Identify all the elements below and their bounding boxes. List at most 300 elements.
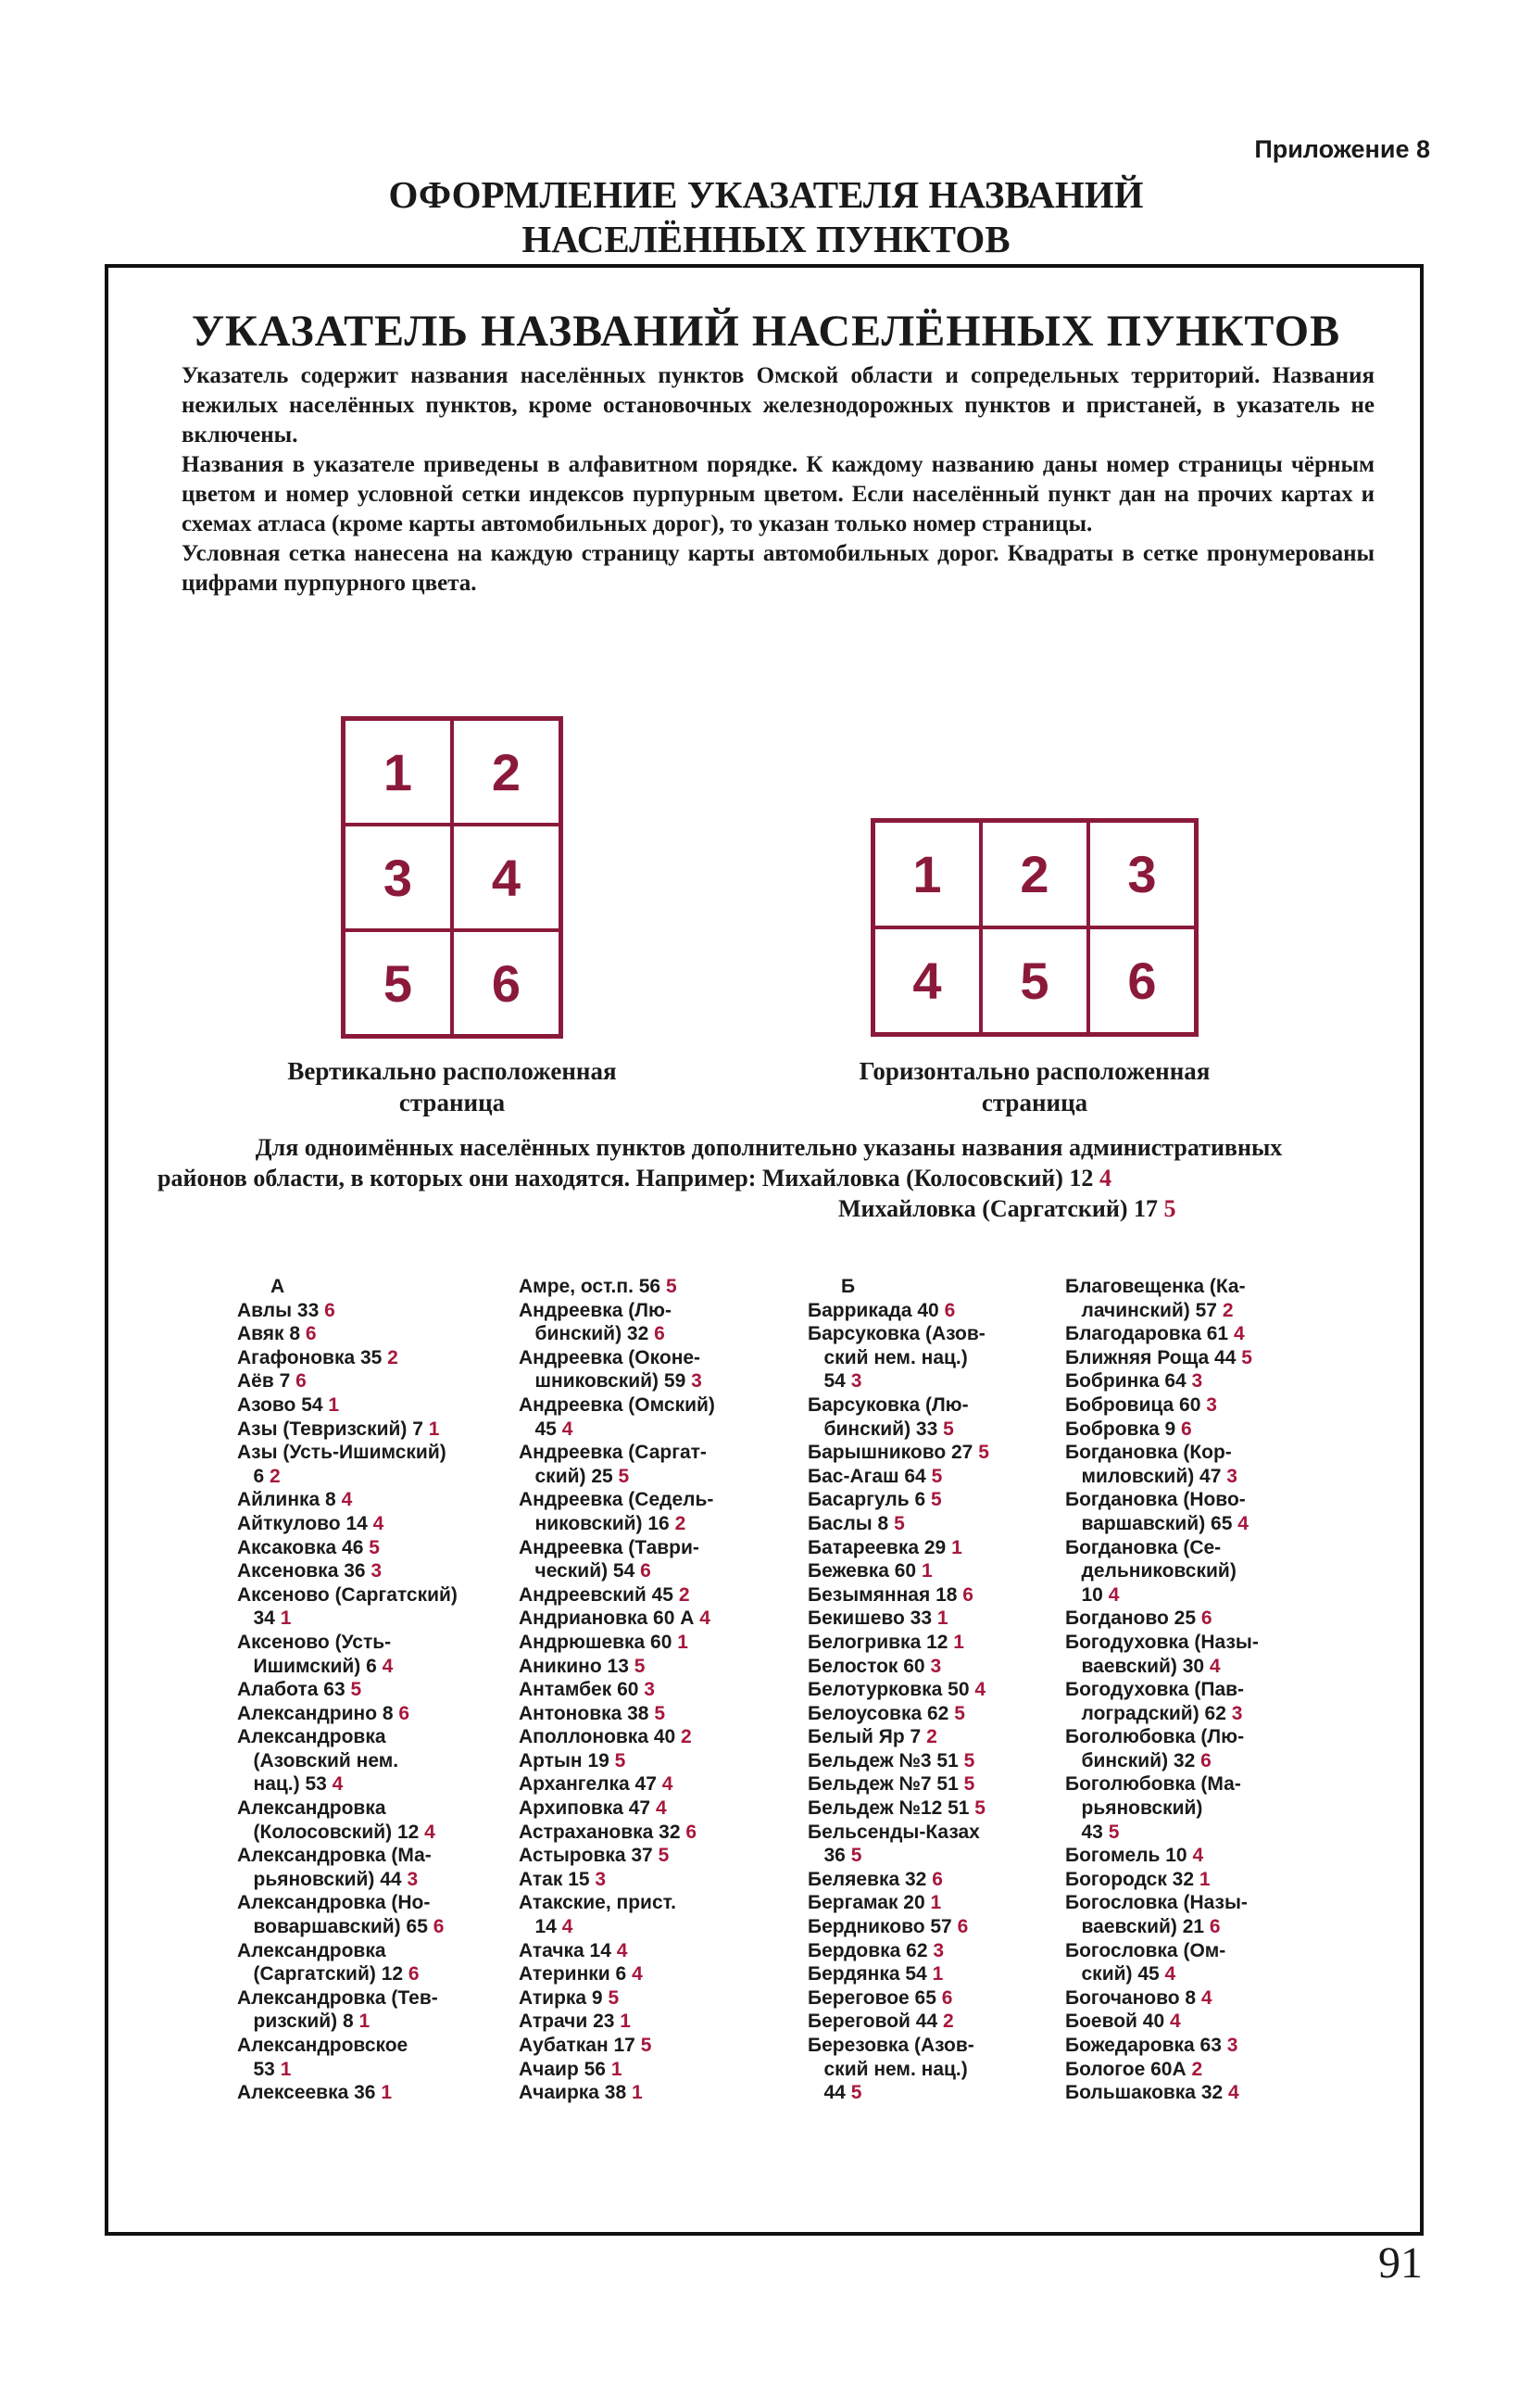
index-entry [237, 1536, 458, 1560]
grid-index: 5 [634, 1655, 646, 1677]
index-entry [237, 1583, 458, 1607]
index-entry [1065, 2010, 1259, 2034]
entry-text: рьяновский) [1065, 1797, 1203, 1820]
index-entry [237, 1512, 458, 1536]
entry-text: Белоусовка 62 [808, 1702, 949, 1724]
entry-text: Беляевка 32 [808, 1868, 927, 1890]
entry-text: миловский) 47 [1065, 1465, 1222, 1487]
index-entry [519, 1868, 715, 1892]
index-entry [808, 1369, 989, 1393]
grid-index: 6 [324, 1299, 335, 1321]
entry-text: Александрино 8 [237, 1702, 394, 1724]
grid-index: 3 [370, 1560, 383, 1582]
index-entry [519, 1583, 715, 1607]
caption-line: Горизонтально расположенная [859, 1057, 1211, 1085]
index-entry [237, 1915, 458, 1939]
same-names-text: Михайловка (Саргатский) 17 [838, 1195, 1158, 1222]
index-entry [519, 1749, 715, 1773]
entry-text: бинский) 32 [519, 1323, 649, 1345]
entry-text: Богдановка (Ново- [1065, 1489, 1246, 1511]
page-number: 91 [1378, 2238, 1423, 2288]
entry-text: Аксеново (Саргатский) [237, 1583, 458, 1606]
index-entry [808, 2058, 989, 2082]
entry-text: никовский) 16 [519, 1512, 670, 1534]
entry-text: Алабота 63 [237, 1679, 345, 1701]
entry-text: Айлинка 8 [237, 1489, 336, 1511]
grid-index: 5 [954, 1702, 965, 1724]
grid-index: 4 [382, 1655, 394, 1677]
grid-cell: 5 [981, 927, 1088, 1034]
entry-text: Александровка [237, 1726, 386, 1748]
grid-index: 4 [974, 1679, 986, 1701]
grid-index: 5 [608, 1986, 620, 2009]
grid-index: 3 [1231, 1702, 1243, 1724]
grid-index: 4 [661, 1773, 673, 1796]
index-entry [519, 1559, 715, 1583]
entry-text: Атеринки 6 [519, 1963, 627, 1986]
entry-text: Александровка [237, 1797, 386, 1820]
entry-text: 54 [808, 1370, 846, 1393]
index-entry [519, 1536, 715, 1560]
index-entry [519, 1655, 715, 1679]
entry-text: 36 [808, 1845, 846, 1867]
index-entry [808, 1631, 989, 1655]
index-entry [237, 2034, 458, 2058]
entry-text: Андриановка 60 А [519, 1607, 695, 1630]
entry-text: Астрахановка 32 [519, 1821, 681, 1843]
entry-text: Бельсенды-Казах [808, 1821, 980, 1843]
index-entry [1065, 1536, 1259, 1560]
grid-index: 4 [341, 1489, 353, 1511]
horizontal-grid-caption [815, 1055, 1254, 1118]
entry-text: Бекишево 33 [808, 1607, 933, 1630]
entry-text: бинский) 32 [1065, 1749, 1196, 1771]
grid-index: 4 [1108, 1583, 1120, 1606]
index-entry [519, 2058, 715, 2082]
grid-cell: 2 [981, 821, 1088, 927]
same-names-note [157, 1132, 1380, 1224]
grid-index: 3 [407, 1868, 419, 1890]
index-entry [519, 1725, 715, 1749]
intro-text [182, 361, 1375, 599]
entry-text: Андреевка (Омский) [519, 1393, 715, 1416]
index-entry [237, 1299, 458, 1323]
entry-text: Александровка (Но- [237, 1892, 431, 1914]
grid-index: 6 [1181, 1418, 1192, 1440]
entry-text: Аникино 13 [519, 1655, 629, 1677]
entry-text: Богочаново 8 [1065, 1986, 1197, 2009]
index-entry [237, 1631, 458, 1655]
index-entry [237, 1465, 458, 1489]
grid-index: 1 [932, 1963, 944, 1986]
index-entry [808, 1346, 989, 1370]
horizontal-page-grid [871, 818, 1199, 1037]
entry-text: Андреевка (Оконе- [519, 1346, 701, 1368]
entry-text: (Азовский нем. [237, 1749, 399, 1771]
index-entry [519, 2081, 715, 2105]
entry-text: Аксеновка 36 [237, 1560, 366, 1582]
grid-index: 2 [1191, 2058, 1203, 2080]
index-entry [519, 1986, 715, 2011]
index-entry [519, 1441, 715, 1465]
entry-text: Аполлоновка 40 [519, 1726, 676, 1748]
entry-text: Авлы 33 [237, 1299, 320, 1321]
index-entry [808, 1939, 989, 1963]
grid-index: 4 [332, 1773, 344, 1796]
index-entry [237, 1772, 458, 1797]
index-entry [519, 1607, 715, 1631]
index-entry [1065, 1772, 1259, 1797]
intro-paragraph-1: Указатель содержит названия населённых пунктов Омской области и сопредельных территорий. Названия нежилых населённых пунктов, кроме остановочных железнодорожных пунктов и пристаней, в указатель не включены. [182, 363, 1375, 448]
entry-text: Богородск 32 [1065, 1868, 1195, 1890]
entry-text: (Колосовский) 12 [237, 1821, 420, 1843]
index-entry [1065, 1559, 1259, 1583]
grid-index: 2 [1222, 1299, 1234, 1321]
entry-text: Басаргуль 6 [808, 1489, 926, 1511]
entry-text: Ближняя Роща 44 [1065, 1346, 1237, 1368]
index-entry [1065, 1797, 1259, 1821]
index-entry [237, 1655, 458, 1679]
grid-index: 5 [978, 1442, 989, 1464]
index-entry [519, 1275, 715, 1299]
grid-index: 5 [894, 1512, 905, 1534]
entry-text: 14 [519, 1916, 557, 1938]
entry-text: Атачка 14 [519, 1939, 611, 1961]
entry-text: Антоновка 38 [519, 1702, 649, 1724]
index-entry [808, 1986, 989, 2011]
grid-index: 1 [358, 2011, 370, 2033]
index-entry [808, 1749, 989, 1773]
entry-text: Айткулово 14 [237, 1512, 368, 1534]
index-entry [519, 1797, 715, 1821]
entry-text: Бежевка 60 [808, 1560, 917, 1582]
entry-text: Богодуховка (Назы- [1065, 1631, 1259, 1653]
index-entry [519, 1891, 715, 1915]
index-entry [519, 1393, 715, 1418]
entry-text: Атакские, прист. [519, 1892, 676, 1914]
entry-text: Бельдеж №3 51 [808, 1749, 959, 1771]
grid-index: 6 [1200, 1749, 1212, 1771]
index-entry [1065, 1299, 1259, 1323]
grid-index: 6 [433, 1916, 445, 1938]
entry-text: шниковский) 59 [519, 1370, 686, 1393]
index-entry [237, 1559, 458, 1583]
grid-index: 1 [1199, 1868, 1211, 1890]
same-names-line-3 [157, 1193, 1380, 1224]
index-entry [808, 1536, 989, 1560]
index-entry [237, 1322, 458, 1346]
grid-cell: 4 [873, 927, 981, 1034]
index-entry [1065, 1821, 1259, 1845]
grid-index: 5 [369, 1536, 380, 1558]
index-entry [808, 1655, 989, 1679]
grid-index: 6 [305, 1323, 317, 1345]
grid-index: 4 [372, 1512, 384, 1534]
grid-cell: 2 [452, 719, 560, 825]
grid-cell: 6 [1088, 927, 1196, 1034]
entry-text: Агафоновка 35 [237, 1346, 383, 1368]
entry-text: Белосток 60 [808, 1655, 925, 1677]
index-entry [808, 1299, 989, 1323]
index-entry [237, 2058, 458, 2082]
index-entry [1065, 1441, 1259, 1465]
index-letter [808, 1275, 989, 1299]
grid-index: 5 [654, 1702, 666, 1724]
index-entry [519, 1346, 715, 1370]
index-entry [1065, 1465, 1259, 1489]
index-entry [808, 1821, 989, 1845]
index-entry [519, 1418, 715, 1442]
entry-text: ский нем. нац.) [808, 2058, 968, 2080]
grid-index: 2 [270, 1465, 281, 1487]
index-entry [237, 1797, 458, 1821]
entry-text: (Саргатский) 12 [237, 1963, 404, 1986]
grid-index: 5 [850, 2082, 862, 2104]
index-entry [237, 1607, 458, 1631]
index-entry [237, 1441, 458, 1465]
index-entry [237, 1488, 458, 1512]
index-entry [1065, 1346, 1259, 1370]
index-entry [1065, 1915, 1259, 1939]
grid-index: 1 [381, 2082, 393, 2104]
entry-text: Богословка (Ом- [1065, 1939, 1226, 1961]
index-entry [519, 1702, 715, 1726]
index-entry [808, 1418, 989, 1442]
index-entry [1065, 1512, 1259, 1536]
index-entry [1065, 1369, 1259, 1393]
grid-index: 3 [1206, 1393, 1217, 1416]
grid-index: 6 [944, 1299, 956, 1321]
same-names-text: районов области, в которых они находятся. Например: Михайловка (Колосовский) 12 [157, 1165, 1094, 1191]
entry-text: Богодуховка (Пав- [1065, 1679, 1245, 1701]
grid-index: 2 [387, 1346, 398, 1368]
index-entry [1065, 1678, 1259, 1702]
grid-index: 1 [428, 1418, 440, 1440]
grid-index: 4 [632, 1963, 643, 1986]
grid-index: 4 [1209, 1655, 1221, 1677]
index-entry [808, 1559, 989, 1583]
entry-text: Барышниково 27 [808, 1442, 973, 1464]
grid-index: 2 [926, 1726, 937, 1748]
entry-text: Андреевка (Седель- [519, 1489, 714, 1511]
grid-index: 1 [632, 2082, 643, 2104]
entry-text: Береговой 44 [808, 2011, 938, 2033]
entry-text: дельниковский) [1065, 1560, 1237, 1582]
appendix-label: Приложение 8 [1254, 135, 1430, 163]
index-entry [1065, 1393, 1259, 1418]
entry-text: Бердниково 57 [808, 1916, 952, 1938]
grid-index: 4 [1164, 1963, 1176, 1986]
entry-text: 44 [808, 2082, 846, 2104]
index-entry [808, 1797, 989, 1821]
entry-text: Александровка (Тев- [237, 1986, 438, 2009]
entry-text: Богдановка (Се- [1065, 1536, 1222, 1558]
entry-text: Белотурковка 50 [808, 1679, 970, 1701]
page-title-line-2: НАСЕЛЁННЫХ ПУНКТОВ [521, 218, 1011, 260]
grid-index: 1 [610, 2058, 622, 2080]
entry-text: варшавский) 65 [1065, 1512, 1233, 1534]
entry-text: Бобровка 9 [1065, 1418, 1176, 1440]
entry-text: Бельдеж №7 51 [808, 1773, 959, 1796]
grid-index: 5 [350, 1679, 362, 1701]
index-entry [808, 1322, 989, 1346]
grid-cell: 3 [1088, 821, 1196, 927]
grid-index: 5 [850, 1845, 862, 1867]
entry-text: А [270, 1276, 285, 1297]
entry-text: ский) 45 [1065, 1963, 1160, 1986]
index-heading: УКАЗАТЕЛЬ НАЗВАНИЙ НАСЕЛЁННЫХ ПУНКТОВ [191, 307, 1341, 356]
entry-text: Березовка (Азов- [808, 2035, 974, 2056]
entry-text: Алексеевка 36 [237, 2082, 376, 2104]
index-entry [237, 1369, 458, 1393]
grid-index: 6 [932, 1868, 943, 1890]
entry-text: Баррикада 40 [808, 1299, 939, 1321]
entry-text: Белогривка 12 [808, 1631, 948, 1653]
index-entry [519, 2010, 715, 2034]
index-entry [808, 1441, 989, 1465]
grid-index: 6 [398, 1702, 410, 1724]
entry-text: Архангелка 47 [519, 1773, 657, 1796]
index-entry [519, 1962, 715, 1986]
grid-index: 4 [616, 1939, 628, 1961]
grid-index: 5 [943, 1418, 954, 1440]
entry-text: Аубаткан 17 [519, 2035, 635, 2056]
entry-text: Богомель 10 [1065, 1845, 1187, 1867]
index-entry [1065, 2034, 1259, 2058]
index-entry [1065, 1322, 1259, 1346]
grid-index: 1 [930, 1892, 942, 1914]
entry-text: бинский) 33 [808, 1418, 938, 1440]
index-entry [237, 1678, 458, 1702]
index-entry [237, 1346, 458, 1370]
entry-text: Аёв 7 [237, 1370, 291, 1393]
index-entry [808, 2010, 989, 2034]
index-entry [1065, 1607, 1259, 1631]
index-entry [808, 1868, 989, 1892]
grid-index: 1 [620, 2011, 631, 2033]
grid-cell: 5 [344, 930, 452, 1036]
entry-text: Барсуковка (Лю- [808, 1393, 969, 1416]
entry-text: Ишимский) 6 [237, 1655, 377, 1677]
grid-index: 3 [1226, 2035, 1238, 2056]
entry-text: Боевой 40 [1065, 2011, 1165, 2033]
entry-text: Антамбек 60 [519, 1679, 639, 1701]
page-title-line-1: ОФОРМЛЕНИЕ УКАЗАТЕЛЯ НАЗВАНИЙ [388, 173, 1144, 216]
grid-index: 3 [1226, 1465, 1237, 1487]
entry-text: 6 [237, 1465, 265, 1487]
grid-index: 6 [408, 1963, 420, 1986]
index-entry [1065, 1986, 1259, 2011]
index-entry [237, 1418, 458, 1442]
entry-text: ский нем. нац.) [808, 1346, 968, 1368]
entry-text: Александровка (Ма- [237, 1845, 432, 1867]
index-entry [519, 1821, 715, 1845]
index-entry [519, 1299, 715, 1323]
grid-cell: 6 [452, 930, 560, 1036]
index-entry [808, 2034, 989, 2058]
grid-index: 4 [1237, 1512, 1249, 1534]
index-entry [1065, 1891, 1259, 1915]
entry-text: Андреевский 45 [519, 1583, 673, 1606]
index-entry [808, 1725, 989, 1749]
grid-index: 1 [936, 1607, 948, 1630]
index-entry [237, 1749, 458, 1773]
index-entry [519, 1465, 715, 1489]
entry-text: 34 [237, 1607, 275, 1630]
entry-text: ваевский) 21 [1065, 1916, 1205, 1938]
entry-text: Белый Яр 7 [808, 1726, 922, 1748]
index-column-2 [519, 1275, 715, 2105]
grid-index: 4 [1099, 1165, 1111, 1191]
entry-text: лачинский) 57 [1065, 1299, 1217, 1321]
index-entry [808, 1962, 989, 1986]
index-entry [1065, 1583, 1259, 1607]
index-entry [808, 1583, 989, 1607]
entry-text: Баслы 8 [808, 1512, 889, 1534]
grid-cell: 1 [873, 821, 981, 927]
grid-index: 6 [1200, 1607, 1212, 1630]
caption-line: Вертикально расположенная [287, 1057, 617, 1085]
same-names-line-1: Для одноимённых населённых пунктов дополнительно указаны названия административных [255, 1134, 1283, 1161]
entry-text: Бобринка 64 [1065, 1370, 1187, 1393]
grid-index: 5 [974, 1797, 986, 1820]
entry-text: 53 [237, 2058, 275, 2080]
index-entry [1065, 2081, 1259, 2105]
index-entry [519, 1488, 715, 1512]
grid-index: 6 [640, 1560, 651, 1582]
grid-index: 5 [1163, 1195, 1176, 1222]
entry-text: 10 [1065, 1583, 1103, 1606]
grid-cell: 4 [452, 825, 560, 930]
grid-index: 5 [1241, 1346, 1252, 1368]
index-entry [237, 1891, 458, 1915]
index-entry [1065, 1631, 1259, 1655]
entry-text: ваевский) 30 [1065, 1655, 1205, 1677]
grid-index: 6 [941, 1986, 953, 2009]
entry-text: Андреевка (Лю- [519, 1299, 672, 1321]
entry-text: Бельдеж №12 51 [808, 1797, 970, 1820]
index-entry [237, 1868, 458, 1892]
entry-text: Благодаровка 61 [1065, 1323, 1229, 1345]
index-entry [808, 2081, 989, 2105]
index-entry [519, 1939, 715, 1963]
entry-text: Архиповка 47 [519, 1797, 651, 1820]
entry-text: ческий) 54 [519, 1560, 635, 1582]
entry-text: Амре, ост.п. 56 [519, 1276, 661, 1297]
grid-index: 5 [658, 1845, 670, 1867]
index-entry [519, 1915, 715, 1939]
index-entry [237, 1986, 458, 2011]
index-entry [808, 1702, 989, 1726]
index-entry [237, 1939, 458, 1963]
index-entry [237, 1702, 458, 1726]
grid-index: 6 [295, 1370, 307, 1393]
entry-text: рьяновский) 44 [237, 1868, 402, 1890]
entry-text: Бобровица 60 [1065, 1393, 1201, 1416]
index-entry [519, 1369, 715, 1393]
index-entry [519, 1631, 715, 1655]
index-entry [1065, 1275, 1259, 1299]
grid-index: 4 [1228, 2082, 1239, 2104]
entry-text: 43 [1065, 1821, 1103, 1843]
grid-index: 4 [655, 1797, 667, 1820]
index-entry [808, 1393, 989, 1418]
entry-text: Ачаирка 38 [519, 2082, 627, 2104]
grid-index: 1 [280, 1607, 292, 1630]
index-entry [808, 1772, 989, 1797]
entry-text: Азы (Усть-Ишимский) [237, 1442, 446, 1464]
index-entry [1065, 1844, 1259, 1868]
